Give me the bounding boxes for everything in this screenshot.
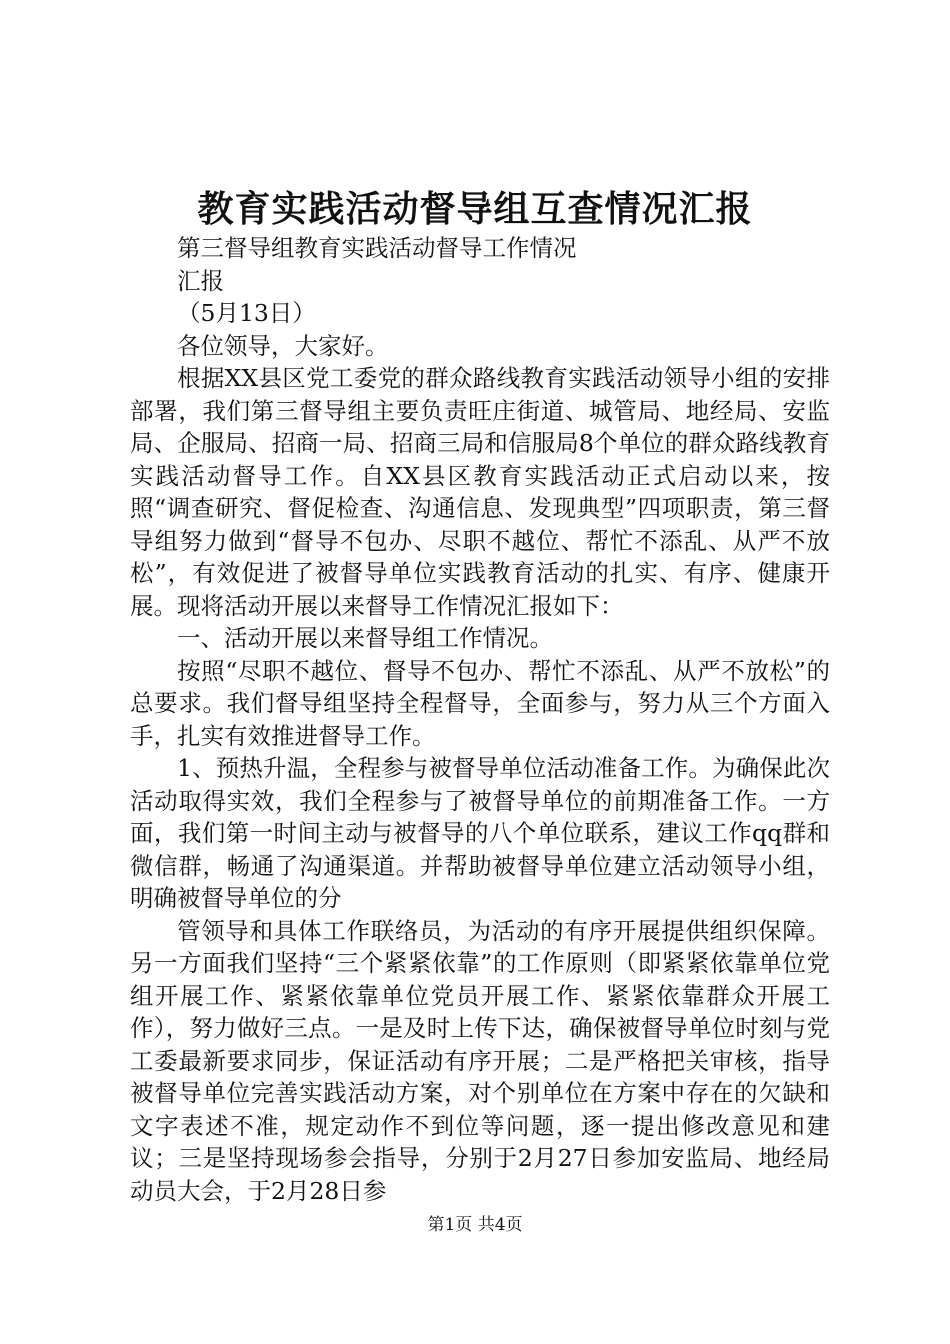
greeting: 各位领导，大家好。 bbox=[177, 331, 389, 360]
report-date: （5月13日） bbox=[177, 299, 316, 327]
subtitle-line-2: 汇报 bbox=[177, 266, 224, 295]
paragraph-intro: 根据XX县区党工委党的群众路线教育实践活动领导小组的安排部署，我们第三督导组主要负责旺庄街道、城管局、地经局、安监局、企服局、招商一局、招商三局和信服局8个单位的群众路线教育实践活动督导工作。自XX县区教育实践活动正式启动以来，按照“调查研究、督促检查、沟通信息、发现典型”四项职责，第三督导组努力做到“督导不包办、尽职不越位、帮忙不添乱、从严不放松”，有效促进了被督导单位实践教育活动的扎实、有序、健康开展。现将活动开展以来督导工作情况汇报如下： bbox=[130, 364, 830, 620]
paragraph-requirements: 按照“尽职不越位、督导不包办、帮忙不添乱、从严不放松”的总要求。我们督导组坚持全程督导，全面参与，努力从三个方面入手，扎实有效推进督导工作。 bbox=[130, 656, 830, 750]
document-body bbox=[130, 232, 830, 1207]
page-number: 第1页 共4页 bbox=[427, 1215, 523, 1235]
subtitle-line-1: 第三督导组教育实践活动督导工作情况 bbox=[177, 234, 577, 262]
section-heading-1: 一、活动开展以来督导组工作情况。 bbox=[177, 624, 553, 652]
document-title: 教育实践活动督导组互查情况汇报 bbox=[197, 188, 753, 230]
paragraph-continued: 管领导和具体工作联络员，为活动的有序开展提供组织保障。另一方面我们坚持“三个紧紧依靠”的工作原则（即紧紧依靠单位党组开展工作、紧紧依靠单位党员开展工作、紧紧依靠群众开展工作），努力做好三点。一是及时上传下达，确保被督导单位时刻与党工委最新要求同步，保证活动有序开展；二是严格把关审核，指导被督导单位完善实践活动方案，对个别单位在方案中存在的欠缺和文字表述不准，规定动作不到位等问题，逐一提出修改意见和建议；三是坚持现场参会指导，分别于2月27日参加安监局、地经局动员大会，于2月28日参 bbox=[130, 916, 830, 1205]
paragraph-point-1: 1、预热升温，全程参与被督导单位活动准备工作。为确保此次活动取得实效，我们全程参与了被督导单位的前期准备工作。一方面，我们第一时间主动与被督导的八个单位联系，建议工作qq群和微信群，畅通了沟通渠道。并帮助被督导单位建立活动领导小组，明确被督导单位的分 bbox=[130, 754, 830, 912]
